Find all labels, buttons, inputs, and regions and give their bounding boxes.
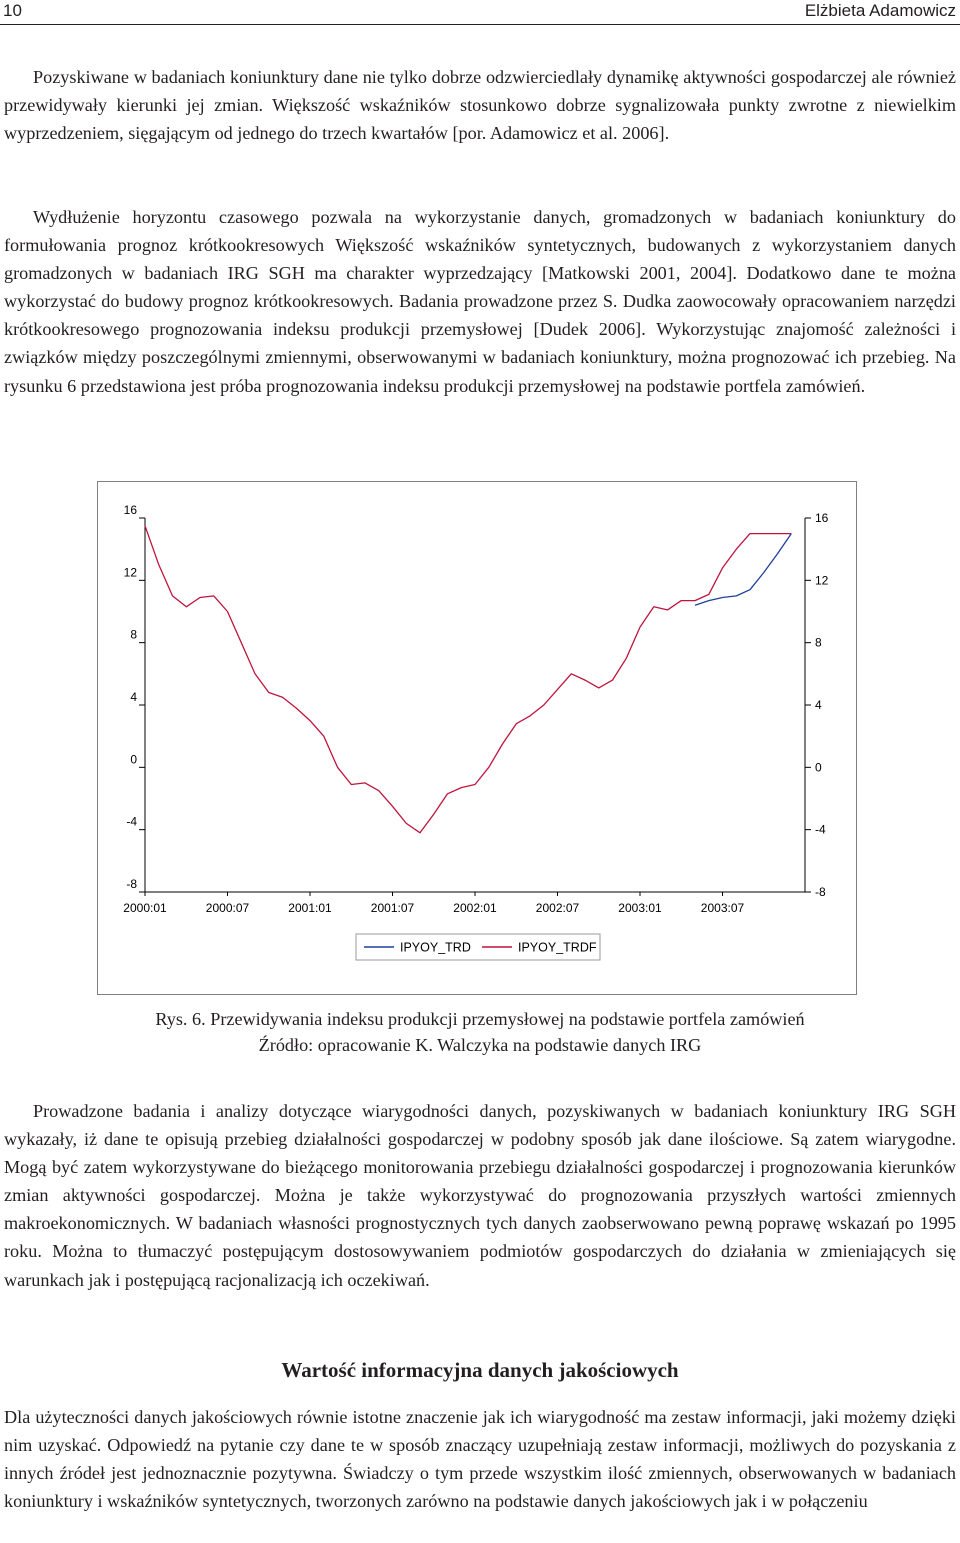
y-tick-label-left: 8 [130, 627, 137, 642]
y-tick-label-right: 0 [815, 760, 822, 775]
x-tick-label: 2001:01 [288, 901, 332, 915]
paragraph-2: Wydłużenie horyzontu czasowego pozwala na wykorzystanie danych, gromadzonych w badaniach koniunktury do formułowania prognoz krótkookresowych Większość wskaźników syntetycznych, budowanych z wykorzystaniem danych gromadzonych w badaniach IRG SGH ma charakter wyprzedzający [Matkowski 2001, 2004]. Dodatkowo dane te można wykorzystać do budowy prognoz krótkookresowych. Badania prowadzone przez S. Dudka zaowocowały opracowaniem narzędzi krótkookresowego prognozowania indeksu produkcji przemysłowej [Dudek 2006]. Wykorzystując znajomość zależności i związków między poszczególnymi zmiennymi, obserwowanymi w badaniach koniunktury, można prognozować ich przebieg. Na rysunku 6 przedstawiona jest próba prognozowania indeksu produkcji przemysłowej na podstawie portfela zamówień. [4, 207, 956, 396]
y-tick-label-right: -4 [815, 822, 826, 837]
x-tick-label: 2003:07 [700, 901, 745, 915]
x-tick-label: 2003:01 [618, 901, 662, 915]
paragraph-4: Dla użyteczności danych jakościowych równie istotne znaczenie jak ich wiarygodność ma zestaw informacji, jaki możemy dzięki nim uzyskać. Odpowiedź na pytanie czy dane te w sposób znaczący uzupełniają zestaw informacji, możliwych do pozyskania z innych źródeł jest jednoznacznie pozytywna. Świadczy o tym przede wszystkim ilość zmiennych, obserwowanych w badaniach koniunktury i wskaźników syntetycznych, tworzonych zarówno na podstawie danych jakościowych jak i w połączeniu [4, 1407, 956, 1512]
legend-label-ipyoy_trdf: IPYOY_TRDF [518, 940, 597, 955]
chart-ticks [123, 503, 828, 915]
y-tick-label-right: 12 [815, 573, 829, 588]
chart-legend [356, 934, 600, 960]
series-line-ipyoy_trdf [145, 526, 791, 833]
y-tick-label-right: 16 [815, 511, 829, 525]
y-tick-label-left: 16 [123, 503, 137, 517]
y-tick-label-right: -8 [815, 885, 826, 899]
chart-lines [145, 526, 791, 833]
paragraph-1: Pozyskiwane w badaniach koniunktury dane nie tylko dobrze odzwierciedlały dynamikę aktywności gospodarczej ale również przewidywały kierunki jej zmian. Większość wskaźników stosunkowo dobrze sygnalizowała punkty zwrotne z niewielkim wyprzedzeniem, sięgającym od jednego do trzech kwartałów [por. Adamowicz et al. 2006]. [4, 67, 956, 144]
figure-caption: Rys. 6. Przewidywania indeksu produkcji przemysłowej na podstawie portfela zamówień [155, 1009, 805, 1029]
figure-source: Źródło: opracowanie K. Walczyka na podstawie danych IRG [258, 1035, 702, 1055]
y-tick-label-left: 0 [130, 752, 137, 767]
x-tick-label: 2002:07 [535, 901, 580, 915]
page-number: 10 [3, 1, 22, 20]
x-tick-label: 2001:07 [370, 901, 415, 915]
legend-label-ipyoy_trd: IPYOY_TRD [400, 940, 471, 955]
figure-6-chart [97, 481, 857, 995]
running-header-author: Elżbieta Adamowicz [804, 1, 956, 20]
x-tick-label: 2002:01 [453, 901, 497, 915]
chart-axes [145, 518, 805, 892]
section-title: Wartość informacyjna danych jakościowych [281, 1358, 679, 1382]
line-chart [98, 482, 858, 996]
x-tick-label: 2000:01 [123, 901, 167, 915]
paragraph-3: Prowadzone badania i analizy dotyczące wiarygodności danych, pozyskiwanych w badaniach koniunktury IRG SGH wykazały, iż dane te opisują przebieg działalności gospodarczej w podobny sposób jak dane ilościowe. Są zatem wiarygodne. Mogą być zatem wykorzystywane do bieżącego monitorowania przebiegu działalności gospodarczej i prognozowania kierunków zmian aktywności gospodarczej. Można je także wykorzystywać do prognozowania przyszłych wartości zmiennych makroekonomicznych. W badaniach własności prognostycznych tych danych zaobserwowano pewną poprawę wskazań po 1995 roku. Można to tłumaczyć postępującym dostosowywaniem podmiotów gospodarczych do działania w zmieniających się warunkach jak i postępującą racjonalizacją ich oczekiwań. [4, 1101, 956, 1290]
y-tick-label-right: 8 [815, 635, 822, 650]
y-tick-label-left: -4 [126, 814, 137, 829]
y-tick-label-left: -8 [126, 877, 137, 891]
x-tick-label: 2000:07 [205, 901, 250, 915]
running-header [0, 0, 960, 25]
y-tick-label-left: 12 [123, 565, 137, 580]
y-tick-label-right: 4 [815, 698, 822, 712]
y-tick-label-left: 4 [130, 690, 137, 704]
